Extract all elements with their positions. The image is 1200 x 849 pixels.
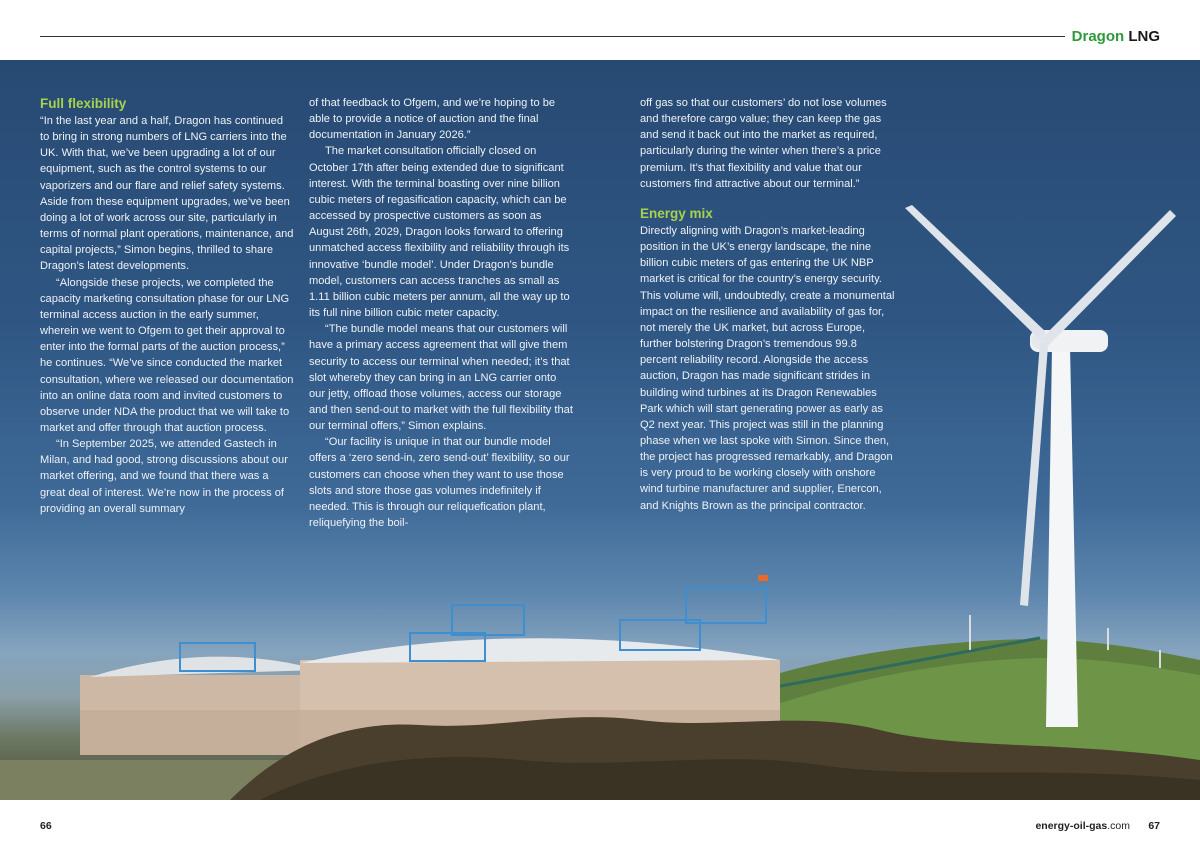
body-paragraph: of that feedback to Ofgem, and we’re hoping to be able to provide a notice of auction and the final documentation in January 2026.”	[309, 97, 556, 142]
page-footer	[0, 800, 1200, 849]
website-domain: energy-oil-gas	[1035, 820, 1108, 832]
body-paragraph: The market consultation officially closed on October 17th after being extended due to significant interest. With the terminal boasting over nine billion cubic meters of regasification capacity, which can be accessed by prospective customers as soon as August 26th, 2029, Dragon looks forward to offering unmatched access flexibility and reliability through its innovative ‘bundle model’. Under Dragon’s bundle model, customers can access tranches as small as 1.11 billion cubic meters per annum, all the way up to its full nine billion cubic meter capacity.	[309, 145, 570, 320]
body-paragraph: off gas so that our customers’ do not lose volumes and therefore cargo value; they can keep the gas and send it back out into the market as required, particularly during the winter when there’s a price premium. It’s that flexibility and value that our customers find attractive about our terminal.”	[640, 97, 887, 190]
section-heading-energy-mix: Energy mix	[640, 205, 713, 221]
website-link[interactable]	[1035, 820, 1130, 832]
header-rule	[40, 36, 1065, 37]
brand-secondary: LNG	[1128, 28, 1160, 45]
body-paragraph: Directly aligning with Dragon’s market-leading position in the UK’s energy landscape, the nine billion cubic meters of gas entering the UK NBP market is critical for the country’s energy security. This volume will, undoubtedly, create a monumental impact on the resilience and availability of gas for, not merely the UK market, but across Europe, further bolstering Dragon’s tremendous 99.8 percent reliability record. Alongside the access auction, Dragon has made significant strides in building wind turbines at its Dragon Renewables Park which will start generating power as early as Q2 next year. This project was still in the planning phase when we last spoke with Simon. Since then, the project has progressed remarkably, and Dragon is very proud to be working closely with onshore wind turbine manufacturer and supplier, Enercon, and Knights Brown as the principal contractor.	[640, 224, 895, 512]
page-header	[0, 0, 1200, 60]
body-paragraph: “Alongside these projects, we completed the capacity marketing consultation phase for our LNG terminal access auction in the early summer, wherein we went to Ofgem to get their approval to enter into the formal parts of the auction process,” he continues. “We’ve since conducted the market consultation, where we released our documentation into an online data room and invited customers to observe under NDA the product that we will take to market and offer through that auction process.	[40, 276, 294, 434]
text-column-1	[40, 95, 294, 517]
text-column-3	[640, 95, 896, 514]
text-column-2	[309, 95, 575, 531]
page-number-right: 67	[1148, 820, 1160, 832]
body-paragraph: “In the last year and a half, Dragon has continued to bring in strong numbers of LNG carriers into the UK. With that, we’ve been upgrading a lot of our equipment, such as the control systems to our vaporizers and our flare and relief safety systems. Aside from these equipment upgrades, we’ve been doing a lot of work across our site, particularly in terms of normal plant operations, maintenance, and capital projects,” Simon begins, thrilled to share Dragon’s latest developments.	[40, 115, 294, 273]
body-paragraph: “In September 2025, we attended Gastech in Milan, and had good, strong discussions about our market offering, and we found that there was a great deal of interest. We’re now in the process of providing an overall summary	[40, 438, 288, 515]
body-paragraph: “Our facility is unique in that our bundle model offers a ‘zero send-in, zero send-out’ flexibility, so our customers can choose when they want to use those slots and store those gas volumes indefinitely if needed. This is through our reliquefication plant, reliquefying the boil-	[309, 436, 570, 530]
page-number-left: 66	[40, 820, 52, 832]
brand-logo	[1072, 28, 1160, 45]
body-paragraph: “The bundle model means that our customers will have a primary access agreement that will give them security to access our terminal when needed; it’s that slot whereby they can bring in an LNG carrier onto our jetty, offload those volumes, access our storage and then send-out to market with the full flexibility that our terminal offers,” Simon explains.	[309, 323, 573, 433]
website-suffix: .com	[1107, 820, 1130, 832]
brand-primary: Dragon	[1071, 28, 1125, 45]
section-heading-full-flexibility: Full flexibility	[40, 96, 127, 111]
